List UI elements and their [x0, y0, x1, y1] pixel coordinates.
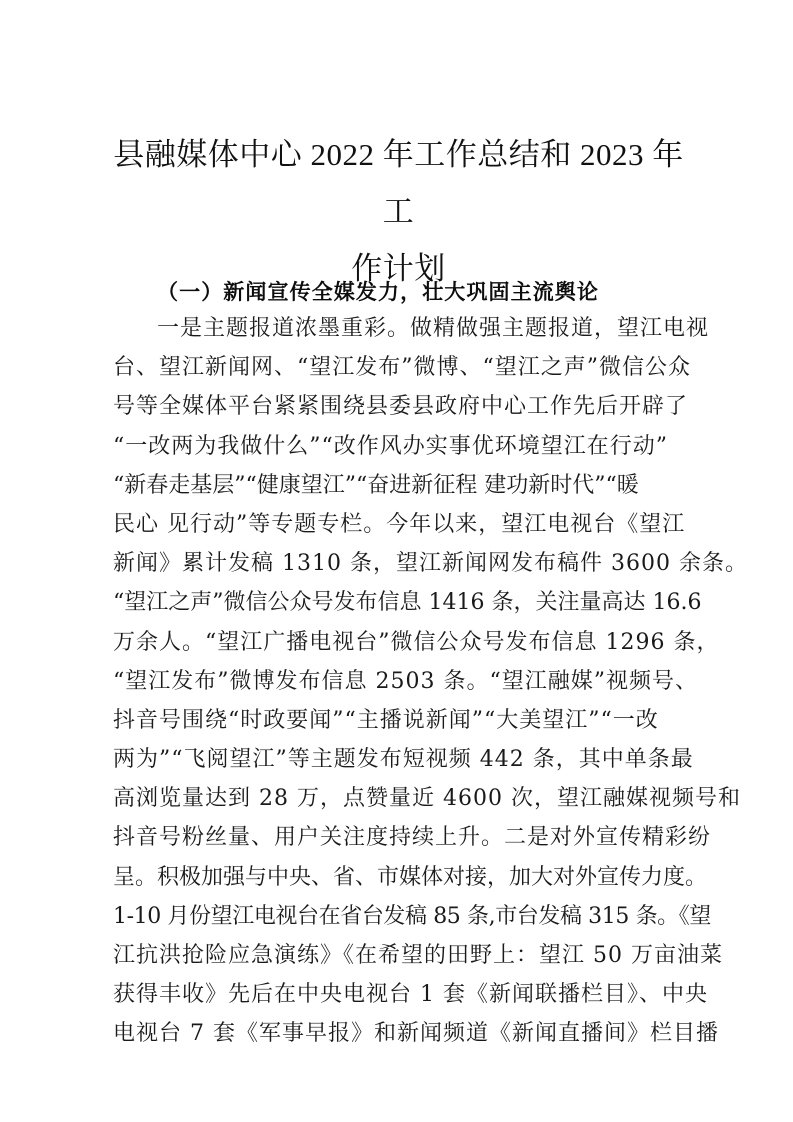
body-line: 新闻》累计发稿 1310 条，望江新闻网发布稿件 3600 余条。: [113, 551, 748, 577]
body-line: “一改两为我做什么”“改作风办实事优环境望江在行动”: [113, 433, 668, 459]
body-line: 抖音号围绕“时政要闻”“主播说新闻”“大美望江”“一改: [113, 707, 659, 733]
body-paragraph: [113, 309, 748, 1054]
body-line: 抖音号粉丝量、用户关注度持续上升。二是对外宣传精彩纷: [113, 825, 712, 851]
body-line: 获得丰收》先后在中央电视台 1 套《新闻联播栏目》、中央: [113, 982, 708, 1008]
body-line: 民心 见行动”等专题专栏。今年以来，望江电视台《望江: [113, 511, 686, 537]
section-heading: （一）新闻宣传全媒发力，壮大巩固主流舆论: [157, 279, 599, 304]
body-line: 高浏览量达到 28 万，点赞量近 4600 次，望江融媒视频号和: [113, 786, 741, 812]
body-line: 电视台 7 套《军事早报》和新闻频道《新闻直播间》栏目播: [113, 1021, 719, 1047]
body-line: “望江之声”微信公众号发布信息 1416 条，关注量高达 16.6: [113, 590, 702, 616]
body-line: 呈。积极加强与中央、省、市媒体对接，加大对外宣传力度。: [113, 864, 708, 890]
body-line: 台、望江新闻网、“望江发布”微博、“望江之声”微信公众: [113, 355, 691, 381]
body-line: 万余人。“望江广播电视台”微信公众号发布信息 1296 条，: [113, 629, 720, 655]
body-line: 两为”“飞阅望江”等主题发布短视频 442 条，其中单条最: [113, 747, 694, 773]
body-line: 一是主题报道浓墨重彩。做精做强主题报道，望江电视: [157, 316, 710, 341]
page-title-line-2: 作计划: [351, 251, 446, 286]
body-line: “望江发布”微博发布信息 2503 条。“望江融媒”视频号、: [113, 668, 698, 694]
body-line: 江抗洪抢险应急演练》《在希望的田野上：望江 50 万亩油菜: [113, 943, 723, 968]
body-line: “新春走基层”“健康望江”“奋进新征程 建功新时代”“暖: [113, 472, 639, 498]
body-line: 号等全媒体平台紧紧围绕县委县政府中心工作先后开辟了: [113, 394, 689, 420]
page-title-line-1: 县融媒体中心 2022 年工作总结和 2023 年工: [113, 137, 684, 229]
body-line: 1-10 月份望江电视台在省台发稿 85 条,市台发稿 315 条。《望: [113, 903, 711, 929]
